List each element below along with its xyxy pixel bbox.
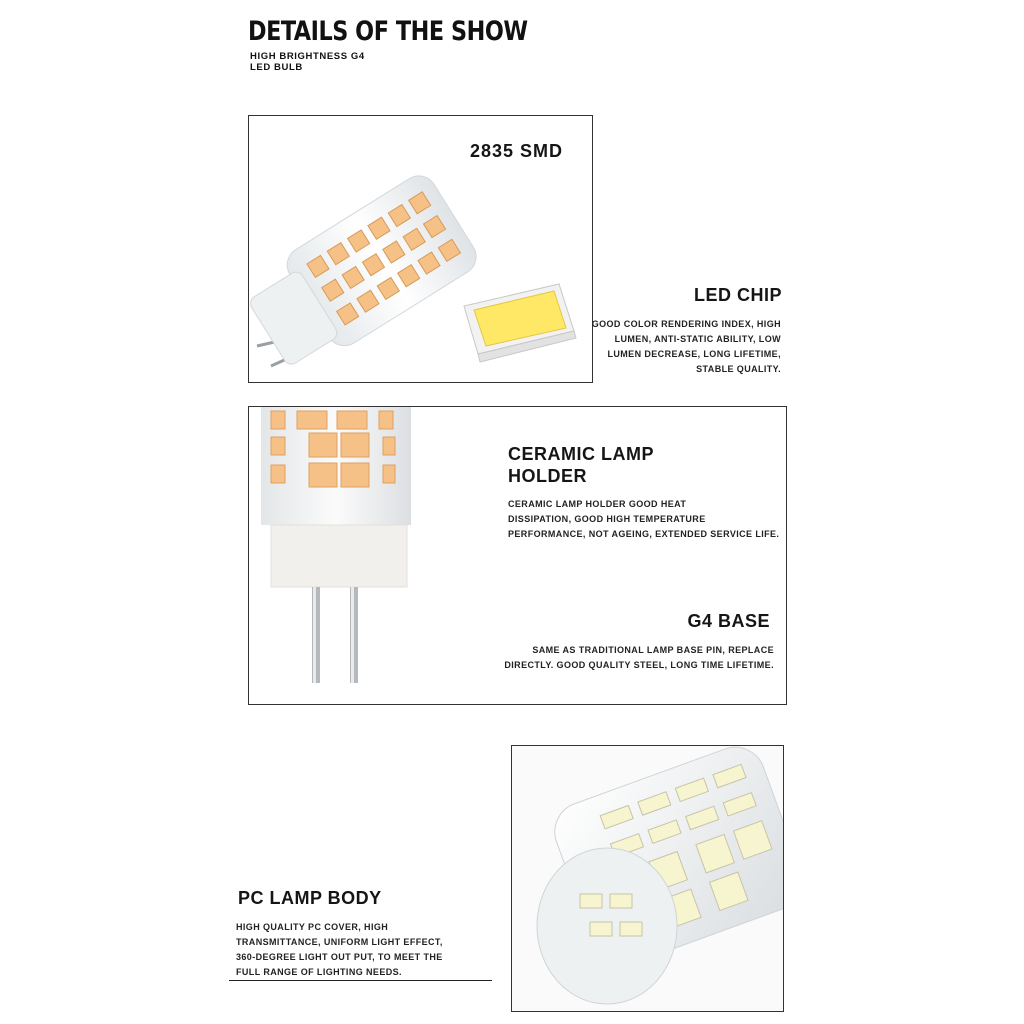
- ceramic-heading-line-2: HOLDER: [508, 466, 587, 486]
- subtitle-line-1: HIGH BRIGHTNESS G4: [250, 51, 365, 62]
- g4-base-description: [489, 643, 774, 673]
- pc-line-4: FULL RANGE OF LIGHTING NEEDS.: [236, 967, 402, 977]
- led-chip-line-2: LUMEN, ANTI-STATIC ABILITY, LOW: [614, 334, 781, 344]
- pc-lamp-body-frame: [511, 745, 784, 1012]
- led-chip-description: [560, 317, 781, 377]
- page-subtitle: [250, 51, 400, 73]
- led-chip-photo-frame: [248, 115, 593, 383]
- led-chip-heading: LED CHIP: [693, 285, 782, 305]
- ceramic-line-1: CERAMIC LAMP HOLDER GOOD HEAT: [508, 499, 687, 509]
- ceramic-holder-description: [508, 497, 783, 542]
- subtitle-line-2: LED BULB: [250, 62, 303, 73]
- ceramic-heading-line-1: CERAMIC LAMP: [508, 444, 654, 464]
- divider-line: [229, 980, 492, 981]
- pc-lamp-body-description: [236, 920, 496, 980]
- ceramic-holder-heading: [508, 443, 654, 487]
- pc-line-3: 360-DEGREE LIGHT OUT PUT, TO MEET THE: [236, 952, 443, 962]
- g4-base-line-1: SAME AS TRADITIONAL LAMP BASE PIN, REPLACE: [532, 645, 774, 655]
- pc-lamp-body-image: [512, 746, 783, 1011]
- pc-line-2: TRANSMITTANCE, UNIFORM LIGHT EFFECT,: [236, 937, 443, 947]
- led-chip-line-3: LUMEN DECREASE, LONG LIFETIME,: [607, 349, 781, 359]
- pc-lamp-body-heading: PC LAMP BODY: [238, 888, 382, 908]
- pc-line-1: HIGH QUALITY PC COVER, HIGH: [236, 922, 389, 932]
- chip-label: 2835 SMD: [470, 141, 564, 161]
- g4-led-bulb-image: [249, 116, 592, 382]
- ceramic-line-2: DISSIPATION, GOOD HIGH TEMPERATURE: [508, 514, 706, 524]
- ceramic-bulb-image: [249, 407, 429, 704]
- g4-base-heading: G4 BASE: [687, 611, 770, 631]
- g4-base-line-2: DIRECTLY. GOOD QUALITY STEEL, LONG TIME LIFETIME.: [504, 660, 774, 670]
- led-chip-line-4: STABLE QUALITY.: [696, 364, 781, 374]
- page-title: DETAILS OF THE SHOW: [248, 16, 528, 47]
- ceramic-line-3: PERFORMANCE, NOT AGEING, EXTENDED SERVICE LIFE.: [508, 529, 780, 539]
- led-chip-line-1: GOOD COLOR RENDERING INDEX, HIGH: [591, 319, 781, 329]
- ceramic-holder-frame: [248, 406, 787, 705]
